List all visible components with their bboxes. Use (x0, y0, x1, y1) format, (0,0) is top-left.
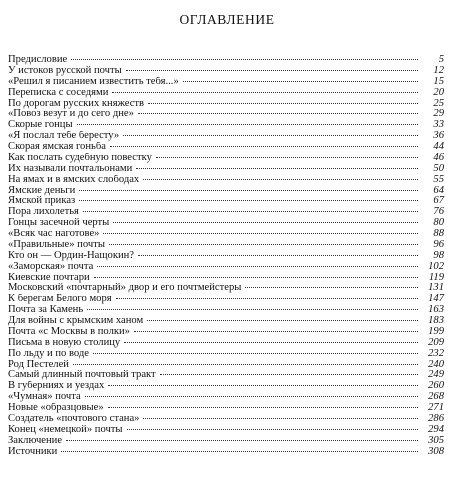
toc-entry-page-number: 36 (433, 130, 444, 142)
toc-entry-page-number: 163 (428, 304, 444, 316)
toc-entry-label: Самый длинный почтовый тракт (8, 370, 156, 381)
toc-entry (8, 273, 444, 284)
toc-entry-label: Скорые гонцы (8, 120, 73, 131)
toc-entry (8, 109, 444, 120)
dot-leader (83, 211, 418, 212)
dot-leader (87, 309, 418, 310)
toc-entry-page-number: 50 (433, 162, 444, 174)
toc-entry-label: Московский «почтарный» двор и его почтмейстеры (8, 283, 242, 294)
toc-entry-page-number: 308 (428, 445, 444, 457)
dot-leader (143, 179, 418, 180)
toc-entry-label: «Правильные» почты (8, 239, 105, 250)
toc-entry (8, 164, 444, 175)
toc-entry-page-number: 88 (433, 228, 444, 239)
toc-entry (8, 381, 444, 392)
dot-leader (93, 353, 418, 354)
toc-entry-label: Как послать судебную повестку (8, 152, 152, 163)
toc-entry-page-number: 46 (433, 151, 444, 163)
dot-leader (134, 331, 418, 332)
toc-entry-label: Скорая ямская гоньба (8, 142, 106, 152)
dot-leader (138, 113, 418, 114)
toc-entry-page-number: 12 (433, 64, 444, 76)
toc-list (8, 55, 444, 457)
toc-entry-label: Новые «образцовые» (8, 403, 104, 413)
toc-entry-page-number: 232 (428, 347, 444, 359)
toc-entry-page-number: 67 (433, 195, 444, 207)
dot-leader (85, 396, 418, 397)
toc-entry-page-number: 102 (428, 260, 444, 272)
toc-entry-label: В губерниях и уездах (8, 381, 105, 392)
toc-entry-label: По льду и по воде (8, 348, 89, 359)
toc-entry (8, 196, 444, 207)
toc-entry-label: У истоков русской почты (8, 65, 122, 76)
toc-entry (8, 349, 444, 360)
dot-leader (143, 418, 418, 419)
dot-leader (147, 320, 418, 321)
dot-leader (94, 277, 418, 278)
dot-leader (136, 168, 418, 169)
toc-entry (8, 88, 444, 99)
toc-entry-label: Ямские деньги (8, 185, 76, 196)
toc-entry-label: Род Пестелей (8, 359, 69, 370)
toc-entry (8, 186, 444, 197)
toc-entry (8, 370, 444, 381)
dot-leader (245, 287, 418, 288)
dot-leader (109, 244, 418, 245)
toc-entry-label: Создатель «почтового стана» (8, 413, 140, 424)
toc-entry-label: Почта «с Москвы в полки» (8, 326, 130, 337)
toc-entry-label: Заключение (8, 435, 63, 446)
dot-leader (103, 233, 418, 234)
toc-entry-page-number: 147 (428, 293, 444, 305)
dot-leader (138, 255, 418, 256)
toc-entry-page-number: 119 (428, 271, 444, 283)
dot-leader (127, 429, 418, 430)
toc-entry (8, 403, 444, 414)
toc-entry-page-number: 199 (428, 325, 444, 337)
dot-leader (71, 59, 418, 60)
toc-entry (8, 338, 444, 349)
toc-entry-label: «Чумная» почта (8, 392, 81, 403)
toc-entry (8, 360, 444, 371)
toc-entry-label: Киевские почтари (8, 272, 90, 283)
dot-leader (108, 385, 418, 386)
toc-entry-label: К берегам Белого моря (8, 294, 112, 305)
toc-entry (8, 66, 444, 77)
dot-leader (126, 70, 418, 71)
toc-entry (8, 436, 444, 447)
toc-entry-label: «Решил я писанием известить тебя...» (8, 76, 179, 87)
toc-entry (8, 55, 444, 66)
toc-entry-label: По дорогам русских княжеств (8, 98, 145, 109)
toc-entry-label: Гонцы засечной черты (8, 218, 110, 229)
dot-leader (77, 124, 418, 125)
dot-leader (112, 92, 418, 93)
toc-entry (8, 294, 444, 305)
toc-entry (8, 153, 444, 164)
toc-entry-page-number: 20 (433, 86, 444, 98)
toc-entry (8, 131, 444, 142)
toc-entry-page-number: 209 (428, 336, 444, 348)
toc-entry-page-number: 44 (433, 141, 444, 152)
dot-leader (160, 374, 418, 375)
toc-entry-label: «Всяк час наготове» (8, 229, 100, 239)
toc-entry-page-number: 268 (428, 391, 444, 403)
toc-entry (8, 414, 444, 425)
dot-leader (116, 298, 418, 299)
toc-entry-label: Переписка с соседями (8, 87, 109, 98)
dot-leader (66, 440, 418, 441)
toc-entry-label: Пора лихолетья (8, 207, 79, 218)
dot-leader (124, 342, 418, 343)
dot-leader (108, 407, 418, 408)
toc-entry-page-number: 33 (433, 119, 444, 131)
toc-entry-label: Почта за Камень (8, 305, 84, 316)
toc-entry-page-number: 271 (428, 402, 444, 413)
toc-entry (8, 175, 444, 186)
toc-entry-page-number: 15 (433, 75, 444, 87)
dot-leader (156, 157, 418, 158)
toc-entry-label: «Я послал тебе бересту» (8, 131, 120, 142)
toc-entry (8, 120, 444, 131)
toc-entry-label: Письма в новую столицу (8, 337, 121, 348)
toc-entry (8, 229, 444, 240)
toc-entry (8, 283, 444, 294)
toc-entry (8, 447, 444, 458)
toc-entry-page-number: 305 (428, 434, 444, 446)
toc-entry-label: Кто он — Ордин-Нащокин? (8, 250, 135, 261)
toc-entry-page-number: 64 (433, 184, 444, 196)
dot-leader (110, 146, 418, 147)
dot-leader (123, 135, 418, 136)
toc-entry (8, 392, 444, 403)
toc-entry-label: На ямах и в ямских слободах (8, 174, 140, 185)
dot-leader (183, 81, 418, 82)
toc-entry-label: «Повоз везут и до сего дне» (8, 109, 134, 120)
dot-leader (79, 190, 418, 191)
dot-leader (73, 364, 418, 365)
toc-entry-page-number: 98 (433, 249, 444, 261)
toc-entry-page-number: 240 (428, 358, 444, 370)
page-title: ОГЛАВЛЕНИЕ (179, 12, 275, 27)
dot-leader (61, 451, 418, 452)
toc-entry (8, 218, 444, 229)
toc-entry (8, 240, 444, 251)
toc-entry (8, 251, 444, 262)
toc-entry-page-number: 80 (433, 217, 444, 229)
dot-leader (113, 222, 418, 223)
toc-entry-page-number: 29 (433, 108, 444, 120)
toc-entry-label: Конец «немецкой» почты (8, 424, 123, 435)
toc-entry-page-number: 131 (428, 282, 444, 294)
dot-leader (97, 266, 418, 267)
toc-entry (8, 316, 444, 327)
toc-entry-label: Для войны с крымским ханом (8, 316, 144, 326)
toc-entry (8, 142, 444, 153)
dot-leader (148, 103, 418, 104)
toc-entry (8, 77, 444, 88)
toc-entry-page-number: 183 (428, 315, 444, 326)
toc-entry-page-number: 249 (428, 369, 444, 381)
toc-entry-page-number: 76 (433, 206, 444, 218)
toc-entry-page-number: 286 (428, 412, 444, 424)
toc-entry (8, 305, 444, 316)
toc-entry-page-number: 96 (433, 238, 444, 250)
toc-entry-label: Предисловие (8, 55, 68, 65)
toc-entry (8, 327, 444, 338)
toc-entry-label: «Заморская» почта (8, 261, 94, 272)
toc-entry-page-number: 5 (438, 54, 444, 65)
dot-leader (79, 200, 418, 201)
toc-entry-page-number: 55 (433, 173, 444, 185)
toc-entry (8, 262, 444, 273)
toc-entry-label: Источники (8, 446, 58, 457)
toc-entry (8, 99, 444, 110)
toc-entry-label: Ямской приказ (8, 196, 76, 207)
toc-entry (8, 207, 444, 218)
toc-entry-page-number: 25 (433, 97, 444, 109)
toc-entry-label: Их называли почтальонами (8, 163, 133, 174)
toc-entry-page-number: 260 (428, 380, 444, 392)
toc-entry (8, 425, 444, 436)
toc-entry-page-number: 294 (428, 423, 444, 435)
